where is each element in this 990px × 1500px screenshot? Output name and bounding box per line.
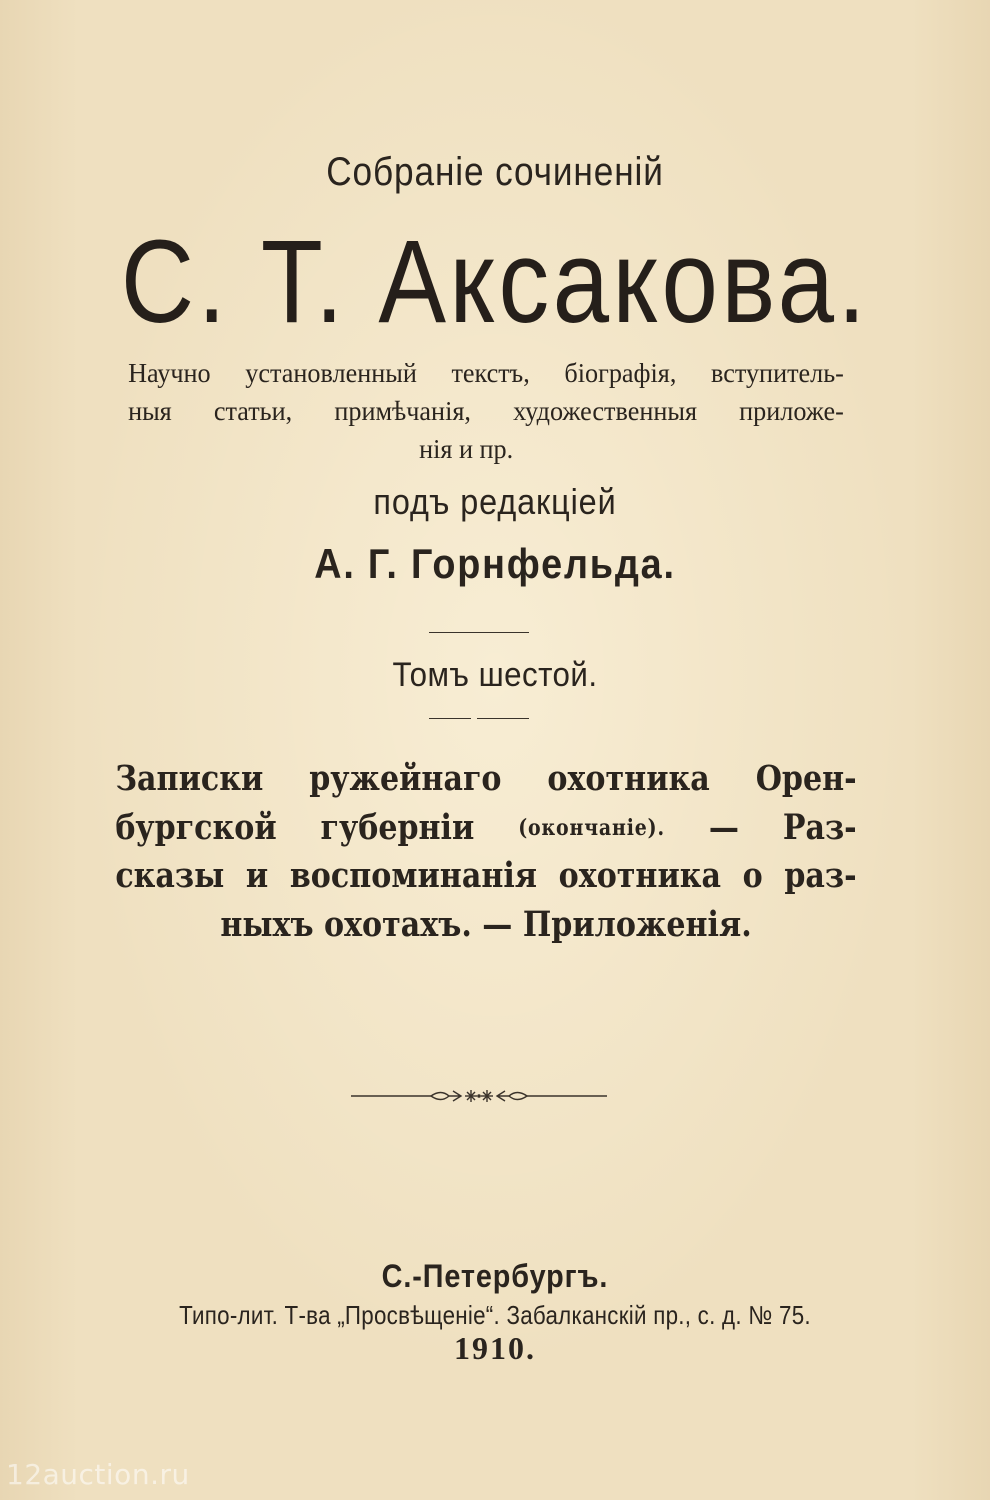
divider-rule-bottom-left bbox=[429, 718, 471, 719]
description-line-1 bbox=[128, 354, 844, 392]
contents-word: Записки bbox=[115, 758, 264, 799]
contents-note: (окончаніе). bbox=[518, 814, 665, 841]
description-word: художественныя bbox=[513, 396, 698, 426]
description-word: вступитель- bbox=[711, 358, 844, 388]
contents-word: охотника bbox=[547, 758, 710, 799]
series-title: Собраніе сочиненій bbox=[326, 150, 664, 194]
description-word: статьи, bbox=[213, 396, 293, 426]
contents-word: и bbox=[245, 855, 269, 896]
description-word: приложе- bbox=[739, 396, 844, 426]
editor-name: А. Г. Горнфельда. bbox=[314, 540, 676, 587]
description-word: установленный bbox=[245, 358, 417, 388]
contents-word: ружейнаго bbox=[309, 758, 502, 799]
contents-word: Раз- bbox=[782, 806, 857, 848]
description-word: нія bbox=[419, 434, 453, 464]
description-line-3 bbox=[128, 430, 844, 468]
description-word: пр. bbox=[479, 434, 514, 464]
author-name: С. Т. Аксакова. bbox=[120, 216, 870, 348]
contents-word: — bbox=[708, 806, 739, 848]
description-word: Научно bbox=[128, 358, 211, 388]
contents-block bbox=[115, 755, 857, 949]
contents-line-2 bbox=[115, 804, 856, 853]
contents-word: воспоминанія bbox=[289, 855, 538, 896]
ornament-divider-icon bbox=[349, 1083, 609, 1109]
contents-word: ныхъ охотахъ. — Приложенія. bbox=[220, 903, 752, 945]
contents-line-4 bbox=[115, 901, 856, 950]
watermark: 12auction.ru bbox=[6, 1458, 190, 1491]
divider-rule-bottom-right bbox=[477, 718, 529, 719]
editor-label: подъ редакціей bbox=[373, 481, 617, 522]
contents-word: Орен- bbox=[755, 758, 857, 799]
description-block bbox=[117, 354, 855, 468]
imprint-year: 1910. bbox=[454, 1330, 536, 1366]
description-word: біографія, bbox=[564, 358, 677, 388]
contents-line-3 bbox=[115, 852, 856, 901]
contents-line-1 bbox=[115, 755, 856, 804]
contents-word: бургской bbox=[115, 806, 277, 848]
description-word: ныя bbox=[128, 396, 172, 426]
description-word: и bbox=[458, 434, 473, 464]
volume-label: Томъ шестой. bbox=[392, 656, 598, 694]
contents-word: сказы bbox=[115, 855, 225, 896]
contents-word: раз- bbox=[784, 855, 857, 896]
contents-word: губерніи bbox=[320, 806, 475, 848]
description-line-2 bbox=[128, 392, 844, 430]
description-word: примѣчанія, bbox=[334, 396, 471, 426]
imprint-place: С.-Петербургъ. bbox=[381, 1258, 609, 1294]
imprint-printer: Типо-лит. Т-ва „Просвѣщеніе“. Забалканскій пр., с. д. № 75. bbox=[179, 1300, 811, 1330]
divider-rule-top bbox=[429, 632, 529, 633]
contents-word: охотника bbox=[558, 855, 722, 896]
description-word: текстъ, bbox=[451, 358, 530, 388]
contents-word: о bbox=[742, 855, 763, 896]
